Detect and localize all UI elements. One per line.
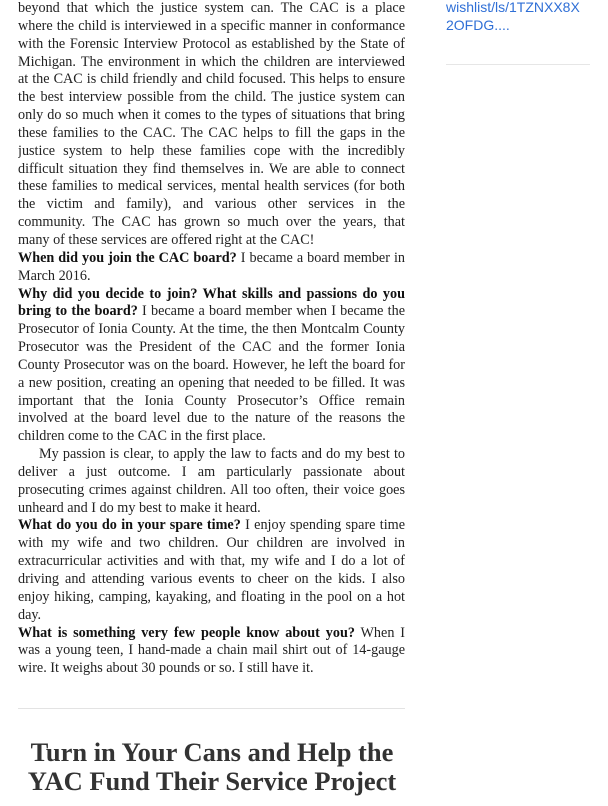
text-line <box>18 143 405 161</box>
text-line <box>18 71 405 89</box>
answer-text: driving and attending various events to cheer on the kids. I also <box>18 571 405 587</box>
text-line <box>18 303 405 321</box>
answer-text: deliver a just outcome. I am particularly passionate about <box>18 463 405 480</box>
text-line <box>18 464 405 482</box>
answer-text: at the CAC is child friendly and child focused. This helps to ensure <box>18 71 405 88</box>
text-line <box>18 517 405 535</box>
answer-text: I became a board member in <box>236 249 405 266</box>
answer-text: Prosecutor was the President of the CAC and the former Ionia <box>18 339 405 356</box>
answer-text: Michigan. The environment in which the children are interviewed <box>18 53 405 70</box>
answer-text: County Prosecutor was on the board. However, he left the board for <box>18 356 405 373</box>
answer-text: enjoy hiking, camping, kayaking, and floating in the pool on a hot <box>18 588 405 605</box>
answer-text: difficult situation they find themselves in. We are able to connect <box>18 160 405 177</box>
answer-text: a new position, creating an opening that needed to be filled. It was <box>18 374 405 391</box>
question-text: bring to the board? <box>18 303 138 320</box>
text-line <box>18 500 405 518</box>
question-text: Why did you decide to join? What skills and passions do you <box>18 285 405 302</box>
text-line <box>18 36 405 54</box>
next-article-title[interactable] <box>0 738 424 796</box>
answer-text: children come to the CAC in the first place. <box>18 428 266 445</box>
answer-text: the best interview possible from the child. The justice system can <box>18 89 405 106</box>
text-line <box>18 286 405 304</box>
answer-text: unheard and I do my best to make it heard. <box>18 499 261 516</box>
answer-text: I enjoy spending spare time <box>240 517 405 534</box>
text-line <box>18 178 405 196</box>
answer-text: was a young teen, I hand-made a chain mail shirt out of 14-gauge <box>18 642 405 659</box>
answer-text: with the Forensic Interview Protocol as established by the State of <box>18 35 405 52</box>
text-line <box>18 321 405 339</box>
text-line <box>18 18 405 36</box>
answer-text: important that the Ionia County Prosecutor’s Office remain <box>18 392 405 409</box>
text-line <box>18 89 405 107</box>
title-line-1: Turn in Your Cans and Help the <box>30 737 394 767</box>
answer-text: wire. It weighs about 30 pounds or so. I still have it. <box>18 660 314 677</box>
text-line <box>18 428 405 446</box>
text-line <box>18 642 405 660</box>
answer-text: prosecuting crimes against children. All too often, their voice goes <box>18 481 405 498</box>
answer-text: these families to the CAC. The CAC helps to fill the gaps in the <box>18 124 405 141</box>
text-line <box>18 54 405 72</box>
answer-text: I became a board member when I became the <box>137 303 405 320</box>
question-text: What do you do in your spare time? <box>18 517 241 534</box>
text-line <box>18 589 405 607</box>
sidebar-divider <box>446 64 590 65</box>
answer-text: When I <box>354 624 405 641</box>
text-line <box>18 0 405 18</box>
text-line <box>18 446 405 464</box>
answer-text: community. The CAC has grown so much over the years, that <box>18 214 405 231</box>
title-line-2: YAC Fund Their Service Project <box>27 766 397 796</box>
text-line <box>18 250 405 268</box>
text-line <box>18 268 405 286</box>
text-line <box>18 375 405 393</box>
answer-text: where the child is interviewed in a specific manner in conformance <box>18 17 405 34</box>
text-line <box>18 535 405 553</box>
text-line <box>18 571 405 589</box>
text-line <box>18 607 405 625</box>
answer-text: many of these services are offered right at the CAC! <box>18 231 315 248</box>
answer-text: March 2016. <box>18 267 91 284</box>
text-line <box>18 161 405 179</box>
answer-text: involved at the board level due to the nature of the reasons the <box>18 410 405 427</box>
link-line-2: 2OFDG.... <box>446 17 510 33</box>
answer-text: Prosecutor of Ionia County. At the time, the then Montcalm County <box>18 321 405 338</box>
text-line <box>18 357 405 375</box>
wishlist-link[interactable] <box>446 0 596 34</box>
answer-text: the victim and family), and various other services in the <box>18 196 405 213</box>
link-line-1: wishlist/ls/1TZNXX8X <box>446 0 580 15</box>
answer-text: these families to medical services, mental health services (for both <box>18 178 405 195</box>
text-line <box>18 393 405 411</box>
question-text: What is something very few people know about you? <box>18 624 355 641</box>
answer-text: extracurricular activities and with that, my wife and I do a lot of <box>18 553 405 570</box>
text-line <box>18 125 405 143</box>
text-line <box>18 410 405 428</box>
answer-text: day. <box>18 606 42 623</box>
section-divider <box>18 708 405 709</box>
text-line <box>18 553 405 571</box>
article-body <box>18 0 405 678</box>
text-line <box>18 339 405 357</box>
text-line <box>18 660 405 678</box>
answer-text: with my wife and two children. Our children are involved in <box>18 535 405 552</box>
text-line <box>18 482 405 500</box>
answer-text: beyond that which the justice system can. The CAC is a place <box>18 0 405 16</box>
text-line <box>18 232 405 250</box>
answer-text: My passion is clear, to apply the law to facts and do my best to <box>39 446 405 463</box>
text-line <box>18 625 405 643</box>
text-line <box>18 107 405 125</box>
answer-text: only do so much when it comes to the types of situations that bring <box>18 107 405 124</box>
text-line <box>18 196 405 214</box>
text-line <box>18 214 405 232</box>
question-text: When did you join the CAC board? <box>18 249 237 266</box>
answer-text: justice system to help these families cope with the incredibly <box>18 142 405 159</box>
